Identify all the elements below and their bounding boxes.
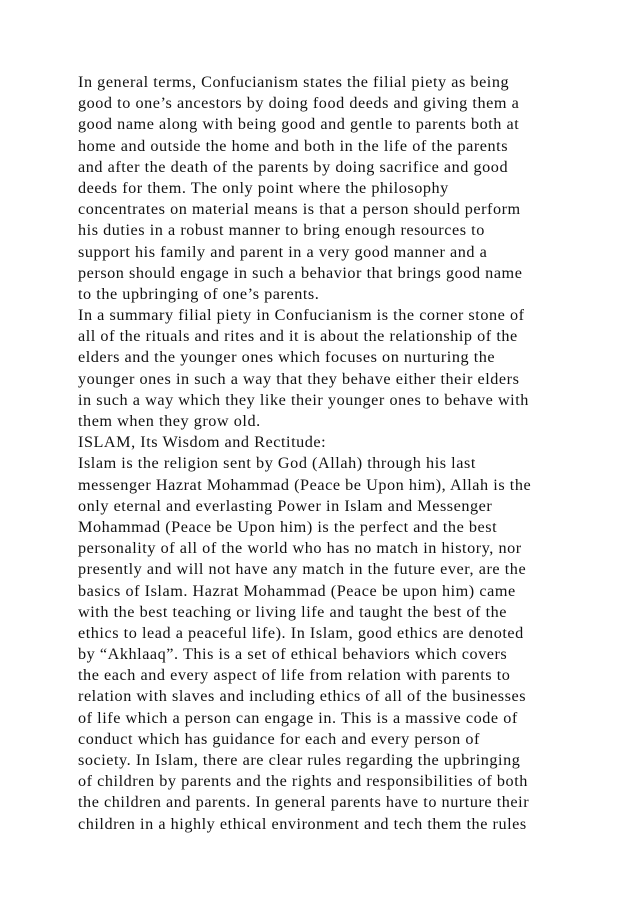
text-line: person should engage in such a behavior that brings good name [78,263,523,282]
text-line: of life which a person can engage in. This is a massive code of [78,708,518,727]
text-line: the children and parents. In general parents have to nurture their [78,793,530,812]
text-line: good to one’s ancestors by doing food deeds and giving them a [78,94,520,113]
text-line: younger ones in such a way that they behave either their elders [78,369,520,388]
text-line: of children by parents and the rights and responsibilities of both [78,772,528,791]
text-line: Islam is the religion sent by God (Allah) through his last [78,454,476,473]
body-text [78,72,578,835]
text-line: relation with slaves and including ethics of all of the businesses [78,687,527,706]
text-line: Mohammad (Peace be Upon him) is the perfect and the best [78,517,498,536]
text-line: messenger Hazrat Mohammad (Peace be Upon him), Allah is the [78,475,532,494]
text-line: personality of all of the world who has no match in history, nor [78,539,522,558]
text-line: conduct which has guidance for each and every person of [78,729,480,748]
text-line: concentrates on material means is that a person should perform [78,200,521,219]
text-line: society. In Islam, there are clear rules regarding the upbringing [78,751,521,769]
section-heading: ISLAM, Its Wisdom and Rectitude: [78,433,327,452]
text-line: the each and every aspect of life from relation with parents to [78,666,511,685]
text-line: ethics to lead a peaceful life). In Islam, good ethics are denoted [78,623,524,642]
text-line: by “Akhlaaq”. This is a set of ethical behaviors which covers [78,645,508,664]
text-line: presently and will not have any match in the future ever, are the [78,560,527,579]
text-line: good name along with being good and gentle to parents both at [78,115,520,134]
text-line: all of the rituals and rites and it is about the relationship of the [78,327,518,346]
text-line: and after the death of the parents by doing sacrifice and good [78,157,509,176]
text-line: support his family and parent in a very good manner and a [78,242,488,261]
text-line: In a summary filial piety in Confucianism is the corner stone of [78,306,525,325]
text-line: with the best teaching or living life and taught the best of the [78,602,507,621]
text-line: elders and the younger ones which focuses on nurturing the [78,348,496,367]
text-line: children in a highly ethical environment and tech them the rules [78,814,527,833]
text-line: to the upbringing of one’s parents. [78,284,320,303]
text-line: deeds for them. The only point where the philosophy [78,178,449,197]
text-line: In general terms, Confucianism states the filial piety as being [78,73,510,91]
text-line: home and outside the home and both in the life of the parents [78,136,509,155]
text-line: basics of Islam. Hazrat Mohammad (Peace be upon him) came [78,581,516,600]
text-line: his duties in a robust manner to bring enough resources to [78,221,485,240]
text-line: them when they grow old. [78,412,261,430]
text-line: only eternal and everlasting Power in Islam and Messenger [78,496,493,515]
text-line: in such a way which they like their younger ones to behave with [78,390,529,409]
